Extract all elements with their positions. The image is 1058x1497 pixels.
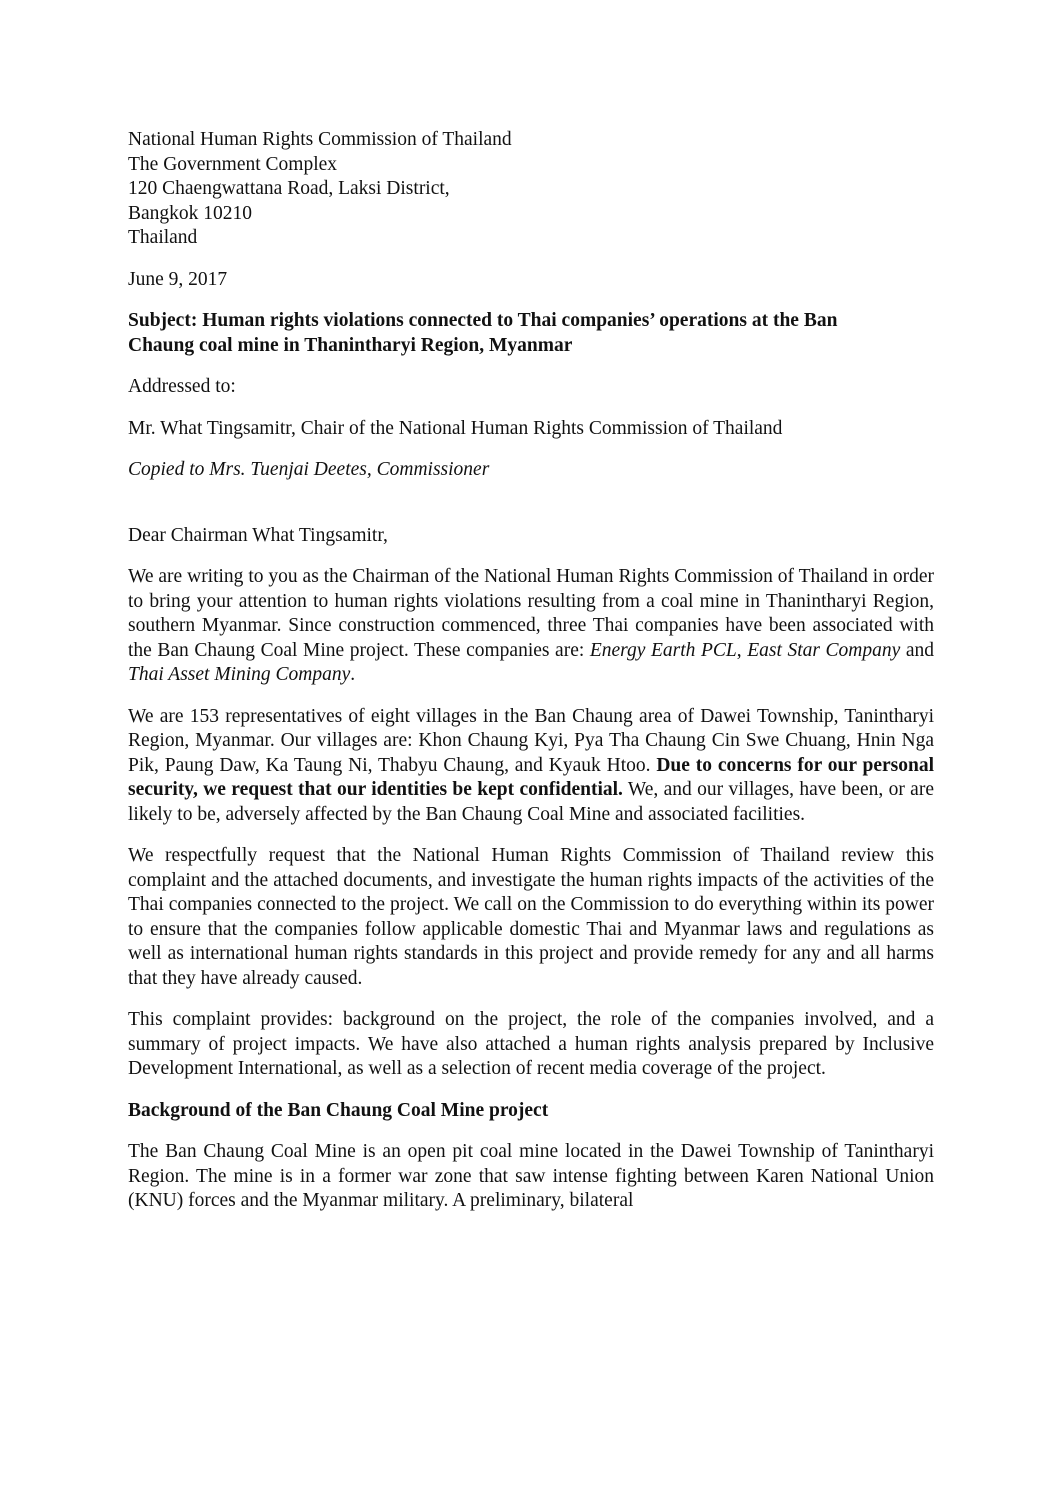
recipient-address bbox=[128, 128, 934, 251]
company-name: Thai Asset Mining Company bbox=[128, 664, 351, 685]
paragraph-complaint-contents: This complaint provides: background on the project, the role of the companies involved, and a summary of project impacts. We have also attached a human rights analysis prepared by Inclusive Development International, as well as a selection of recent media coverage of the project. bbox=[128, 1009, 934, 1079]
address-line: The Government Complex bbox=[128, 153, 338, 175]
subject-line-1: Subject: Human rights violations connected to Thai companies’ operations at the Ban bbox=[128, 310, 838, 331]
letter-date: June 9, 2017 bbox=[128, 268, 228, 290]
company-name: Energy Earth PCL bbox=[589, 639, 737, 661]
paragraph-text: We are 153 representatives of eight villages in the Ban Chaung area of Dawei Township, Tanintharyi Region, Myanmar. Our villages are: Khon Chaung Kyi, Pya Tha Chaung Cin Swe Chuang, Hnin Nga Pik, Paung Daw, Ka Taung Ni, Thabyu Chaung, and Kyauk Htoo. bbox=[128, 705, 934, 776]
paragraph-request: We respectfully request that the National Human Rights Commission of Thailand review this complaint and the attached documents, and investigate the human rights impacts of the activities of the Thai companies connected to the project. We call on the Commission to do everything within its power to ensure that the companies follow applicable domestic Thai and Myanmar laws and regulations as well as international human rights standards in this project and provide remedy for any and all harms that they have already caused. bbox=[128, 845, 934, 989]
subject-line-2: Chaung coal mine in Thanintharyi Region, Myanmar bbox=[128, 334, 573, 356]
addressee: Mr. What Tingsamitr, Chair of the National Human Rights Commission of Thailand bbox=[128, 417, 783, 439]
paragraph-text: We, and our villages, have been, or are likely to be, adversely affected by the Ban Chaung Coal Mine and associated facilities. bbox=[128, 779, 934, 825]
separator: and bbox=[900, 639, 935, 661]
salutation: Dear Chairman What Tingsamitr, bbox=[128, 524, 388, 546]
separator: , bbox=[736, 639, 748, 661]
paragraph-representatives bbox=[128, 705, 934, 828]
confidentiality-request: Due to concerns for our personal security, we request that our identities be kept confidential. bbox=[128, 754, 934, 800]
company-name: East Star Company bbox=[747, 639, 901, 661]
section-heading: Background of the Ban Chaung Coal Mine project bbox=[128, 1099, 549, 1121]
letter-page bbox=[128, 128, 934, 1214]
paragraph-background: The Ban Chaung Coal Mine is an open pit coal mine located in the Dawei Township of Tanintharyi Region. The mine is in a former war zone that saw intense fighting between Karen National Union (KNU) forces and the Myanmar military. A preliminary, bilateral bbox=[128, 1141, 934, 1211]
address-line: National Human Rights Commission of Thailand bbox=[128, 129, 512, 150]
address-line: Bangkok 10210 bbox=[128, 202, 253, 224]
paragraph-text: We are writing to you as the Chairman of the National Human Rights Commission of Thailand in order to bring your attention to human rights violations resulting from a coal mine in Thanintharyi Region, southern Myanmar. Since construction commenced, three Thai companies have been associated with the Ban Chaung Coal Mine project. These companies are: bbox=[128, 566, 934, 661]
paragraph-intro bbox=[128, 565, 934, 688]
addressed-to-label: Addressed to: bbox=[128, 376, 236, 397]
address-line: 120 Chaengwattana Road, Laksi District, bbox=[128, 178, 450, 199]
copied-to: Copied to Mrs. Tuenjai Deetes, Commissioner bbox=[128, 459, 490, 480]
separator: . bbox=[350, 664, 356, 685]
subject-line bbox=[128, 309, 934, 358]
address-line: Thailand bbox=[128, 227, 198, 248]
